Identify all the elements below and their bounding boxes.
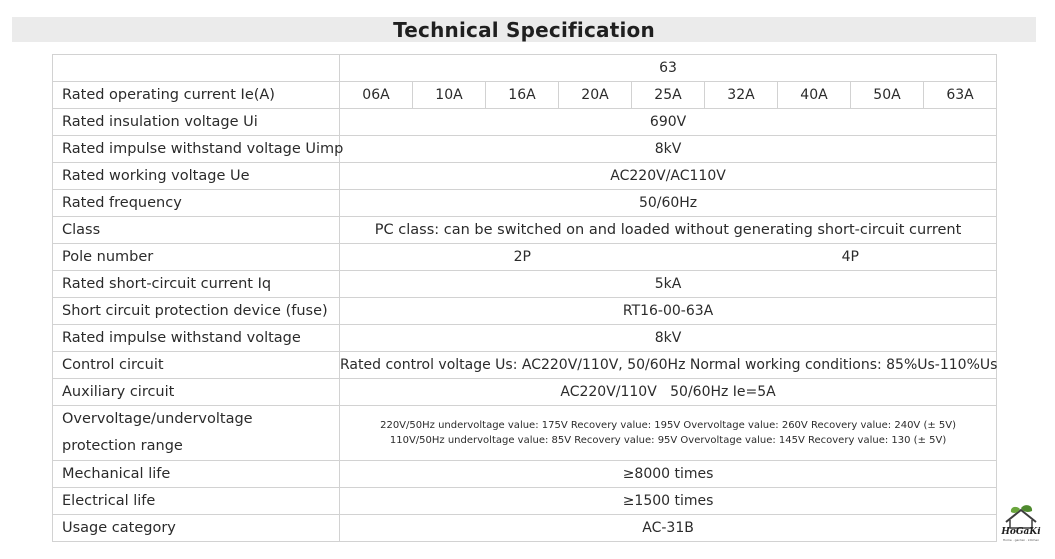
row-label: Class [53,217,340,244]
overvoltage-line: 220V/50Hz undervoltage value: 175V Recovery value: 195V Overvoltage value: 260V Recovery value: 240V (± 5V) [380,420,957,431]
pole-4p-value: 4P [705,244,997,271]
table-row [53,244,997,271]
row-label: Rated insulation voltage Ui [53,109,340,136]
row-value: 8kV [340,136,997,163]
current-value: 25A [632,82,705,109]
row-value: PC class: can be switched on and loaded without generating short-circuit current [340,217,997,244]
table-row [53,406,997,461]
table-row [53,217,997,244]
row-label: Rated frequency [53,190,340,217]
row-value: 50/60Hz [340,190,997,217]
row-label-line: protection range [62,438,183,454]
table-row [53,298,997,325]
row-label: Pole number [53,244,340,271]
row-label: Electrical life [53,488,340,515]
row-value: ≥1500 times [340,488,997,515]
row-label: Short circuit protection device (fuse) [53,298,340,325]
row-value: 8kV [340,325,997,352]
row-label: Rated short-circuit current Iq [53,271,340,298]
row-label-line: Overvoltage/undervoltage [62,411,253,427]
brand-name: HoGaKi [1001,527,1041,537]
table-row [53,190,997,217]
row-value: Rated control voltage Us: AC220V/110V, 50/60Hz Normal working conditions: 85%Us-110%Us [340,352,997,379]
table-row [53,82,997,109]
row-value: RT16-00-63A [340,298,997,325]
current-value: 32A [705,82,778,109]
current-value: 16A [486,82,559,109]
row-value: AC220V/AC110V [340,163,997,190]
row-label: Rated working voltage Ue [53,163,340,190]
table-row [53,325,997,352]
row-value [340,406,997,461]
model-header: 63 [340,55,997,82]
row-label: Auxiliary circuit [53,379,340,406]
row-value: AC-31B [340,515,997,542]
table-row [53,461,997,488]
page-title: Technical Specification [393,18,655,42]
row-label: Rated operating current Ie(A) [53,82,340,109]
row-value: 5kA [340,271,997,298]
row-value: ≥8000 times [340,461,997,488]
table-row [53,515,997,542]
table-row [53,163,997,190]
table-row [53,136,997,163]
pole-2p-value: 2P [340,244,705,271]
current-value: 63A [924,82,997,109]
brand-tagline: Home · garden · kitchen [1002,538,1040,542]
row-label: Rated impulse withstand voltage [53,325,340,352]
table-row [53,109,997,136]
brand-logo [998,504,1044,544]
row-value: AC220V/110V 50/60Hz Ie=5A [340,379,997,406]
table-row [53,352,997,379]
table-row [53,379,997,406]
row-label: Rated impulse withstand voltage Uimp [53,136,340,163]
header-empty-cell [53,55,340,82]
row-label: Mechanical life [53,461,340,488]
row-label [53,406,340,461]
current-value: 06A [340,82,413,109]
row-value: 690V [340,109,997,136]
table-row [53,488,997,515]
current-value: 40A [778,82,851,109]
table-row [53,271,997,298]
row-label: Usage category [53,515,340,542]
table-row [53,55,997,82]
current-value: 10A [413,82,486,109]
current-value: 20A [559,82,632,109]
spec-table [52,54,997,542]
current-value: 50A [851,82,924,109]
row-label: Control circuit [53,352,340,379]
overvoltage-line: 110V/50Hz undervoltage value: 85V Recovery value: 95V Overvoltage value: 145V Recovery value: 130 (± 5V) [389,435,947,446]
